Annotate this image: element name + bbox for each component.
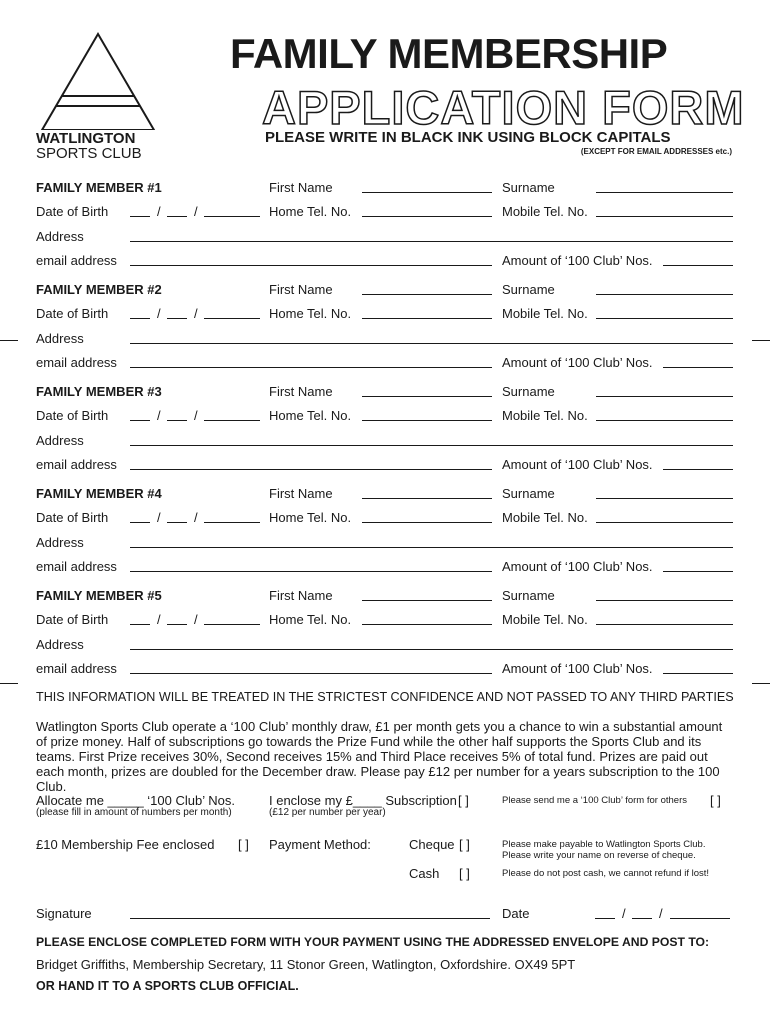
dob-month-field[interactable] [167,407,187,421]
home-tel-label: Home Tel. No. [269,306,352,321]
page-subtitle: APPLICATION FORM [262,81,745,134]
cheque-checkbox[interactable]: [ ] [459,837,470,852]
date-slash: / [622,906,626,921]
date-label: Date [502,906,530,921]
enclose-label: I enclose my £____ Subscription [269,793,457,808]
surname-field[interactable] [596,587,733,601]
home-tel-field[interactable] [362,509,492,523]
email-field[interactable] [130,252,492,266]
surname-label: Surname [502,588,555,603]
dob-label: Date of Birth [36,204,109,219]
home-tel-field[interactable] [362,203,492,217]
fold-mark [752,683,770,684]
allocate-note: (please fill in amount of numbers per month) [36,807,232,818]
dob-slash: / [194,204,198,219]
dob-label: Date of Birth [36,510,109,525]
mobile-tel-label: Mobile Tel. No. [502,204,588,219]
club-description: Watlington Sports Club operate a ‘100 Club’ monthly draw, £1 per month gets you a chance to win a substantial amount of prize money. Half of subscriptions go towards the Prize Fund while the other half supports the Sports Club and its teams. First Prize receives 30%, Second receives 15% and Third Place receives 5% of total fund. Prizes are paid out each month, prizes are doubled for the December draw. Please pay £12 per number for a years subscription to the 100 Club. [36,719,723,794]
home-tel-field[interactable] [362,611,492,625]
club-nos-label: Amount of ‘100 Club’ Nos. [502,559,653,574]
postal-address: Bridget Griffiths, Membership Secretary, 11 Stonor Green, Watlington, Oxfordshire. OX49 5PT [36,957,576,972]
first-name-label: First Name [269,486,333,501]
club-nos-field[interactable] [663,456,733,470]
enclose-instruction: PLEASE ENCLOSE COMPLETED FORM WITH YOUR PAYMENT USING THE ADDRESSED ENVELOPE AND POST TO: [36,935,710,949]
address-field[interactable] [130,330,733,344]
signature-label: Signature [36,906,92,921]
dob-slash: / [194,510,198,525]
first-name-label: First Name [269,180,333,195]
address-label: Address [36,229,84,244]
enclose-note: (£12 per number per year) [269,807,386,818]
club-nos-field[interactable] [663,252,733,266]
send-form-checkbox[interactable]: [ ] [710,793,721,808]
dob-month-field[interactable] [167,611,187,625]
address-field[interactable] [130,636,733,650]
dob-year-field[interactable] [204,407,260,421]
cheque-note-1: Please make payable to Watlington Sports Club. [502,839,706,850]
address-label: Address [36,637,84,652]
surname-label: Surname [502,486,555,501]
club-nos-label: Amount of ‘100 Club’ Nos. [502,253,653,268]
address-field[interactable] [130,432,733,446]
first-name-label: First Name [269,588,333,603]
triangle-logo-icon [34,30,164,130]
member-heading: FAMILY MEMBER #1 [36,180,162,195]
fee-label: £10 Membership Fee enclosed [36,837,215,852]
org-name-line1: WATLINGTON [36,130,136,147]
first-name-field[interactable] [362,179,492,193]
email-field[interactable] [130,558,492,572]
cheque-label: Cheque [409,837,455,852]
email-field[interactable] [130,354,492,368]
dob-slash: / [157,306,161,321]
club-nos-label: Amount of ‘100 Club’ Nos. [502,355,653,370]
home-tel-label: Home Tel. No. [269,510,352,525]
dob-year-field[interactable] [204,305,260,319]
date-slash: / [659,906,663,921]
dob-month-field[interactable] [167,203,187,217]
home-tel-field[interactable] [362,407,492,421]
cash-checkbox[interactable]: [ ] [459,866,470,881]
surname-label: Surname [502,180,555,195]
first-name-field[interactable] [362,587,492,601]
member-heading: FAMILY MEMBER #2 [36,282,162,297]
first-name-field[interactable] [362,281,492,295]
allocate-label: Allocate me _____ ‘100 Club’ Nos. [36,793,235,808]
club-nos-field[interactable] [663,660,733,674]
payment-method-label: Payment Method: [269,837,371,852]
dob-slash: / [157,510,161,525]
mobile-tel-label: Mobile Tel. No. [502,510,588,525]
email-label: email address [36,457,117,472]
sign-date-day[interactable] [595,905,615,919]
send-form-note: Please send me a ‘100 Club’ form for others [502,795,687,806]
dob-day-field[interactable] [130,509,150,523]
dob-day-field[interactable] [130,203,150,217]
club-nos-field[interactable] [663,354,733,368]
home-tel-label: Home Tel. No. [269,408,352,423]
dob-label: Date of Birth [36,408,109,423]
dob-slash: / [157,612,161,627]
surname-label: Surname [502,384,555,399]
email-label: email address [36,355,117,370]
dob-day-field[interactable] [130,611,150,625]
first-name-label: First Name [269,384,333,399]
club-logo [34,30,164,130]
signature-field[interactable] [130,905,490,919]
sign-date-month[interactable] [632,905,652,919]
cash-label: Cash [409,866,440,881]
dob-month-field[interactable] [167,509,187,523]
member-heading: FAMILY MEMBER #5 [36,588,162,603]
fold-mark [0,683,18,684]
home-tel-field[interactable] [362,305,492,319]
dob-day-field[interactable] [130,407,150,421]
sign-date-year[interactable] [670,905,730,919]
dob-slash: / [194,612,198,627]
first-name-field[interactable] [362,485,492,499]
cash-note: Please do not post cash, we cannot refund if lost! [502,868,710,879]
dob-slash: / [157,204,161,219]
subscription-checkbox[interactable]: [ ] [458,793,469,808]
email-label: email address [36,559,117,574]
fee-checkbox[interactable]: [ ] [238,837,249,852]
mobile-tel-field[interactable] [596,509,733,523]
dob-year-field[interactable] [204,509,260,523]
mobile-tel-label: Mobile Tel. No. [502,306,588,321]
surname-field[interactable] [596,281,733,295]
dob-slash: / [157,408,161,423]
dob-year-field[interactable] [204,611,260,625]
fold-mark [0,340,18,341]
email-label: email address [36,253,117,268]
dob-year-field[interactable] [204,203,260,217]
address-label: Address [36,331,84,346]
hand-it-instruction: OR HAND IT TO A SPORTS CLUB OFFICIAL. [36,979,299,993]
member-heading: FAMILY MEMBER #3 [36,384,162,399]
instruction-text: PLEASE WRITE IN BLACK INK USING BLOCK CAPITALS [265,129,671,146]
dob-day-field[interactable] [130,305,150,319]
surname-field[interactable] [596,383,733,397]
address-field[interactable] [130,228,733,242]
address-label: Address [36,535,84,550]
email-field[interactable] [130,456,492,470]
club-nos-label: Amount of ‘100 Club’ Nos. [502,457,653,472]
address-field[interactable] [130,534,733,548]
first-name-field[interactable] [362,383,492,397]
club-nos-label: Amount of ‘100 Club’ Nos. [502,661,653,676]
mobile-tel-label: Mobile Tel. No. [502,408,588,423]
mobile-tel-field[interactable] [596,611,733,625]
dob-slash: / [194,408,198,423]
confidentiality-notice: THIS INFORMATION WILL BE TREATED IN THE STRICTEST CONFIDENCE AND NOT PASSED TO ANY THIRD PARTIES [36,690,734,704]
address-label: Address [36,433,84,448]
first-name-label: First Name [269,282,333,297]
surname-field[interactable] [596,485,733,499]
page-title: FAMILY MEMBERSHIP [230,30,668,77]
mobile-tel-label: Mobile Tel. No. [502,612,588,627]
dob-label: Date of Birth [36,306,109,321]
email-label: email address [36,661,117,676]
dob-slash: / [194,306,198,321]
mobile-tel-field[interactable] [596,407,733,421]
club-nos-field[interactable] [663,558,733,572]
mobile-tel-field[interactable] [596,305,733,319]
home-tel-label: Home Tel. No. [269,612,352,627]
email-field[interactable] [130,660,492,674]
dob-label: Date of Birth [36,612,109,627]
instruction-note: (EXCEPT FOR EMAIL ADDRESSES etc.) [580,147,732,156]
home-tel-label: Home Tel. No. [269,204,352,219]
member-heading: FAMILY MEMBER #4 [36,486,162,501]
fold-mark [752,340,770,341]
org-name-line2: SPORTS CLUB [36,145,142,162]
cheque-note-2: Please write your name on reverse of cheque. [502,850,696,861]
surname-label: Surname [502,282,555,297]
surname-field[interactable] [596,179,733,193]
dob-month-field[interactable] [167,305,187,319]
mobile-tel-field[interactable] [596,203,733,217]
